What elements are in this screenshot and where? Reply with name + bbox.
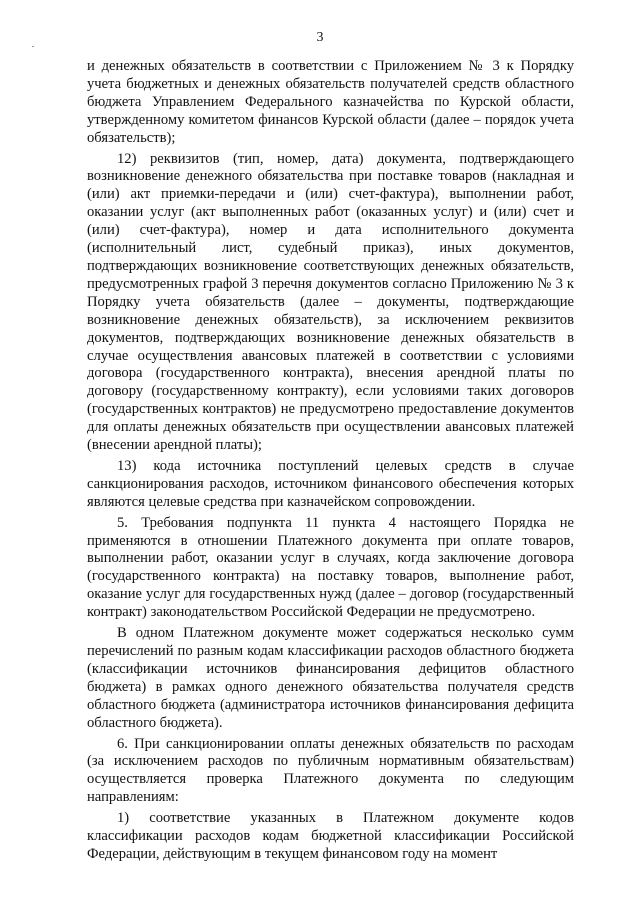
scan-mark [32,46,34,47]
paragraph-multiple-sums: В одном Платежном документе может содержаться несколько сумм перечислений по разным кодам классификации расходов областного бюджета (классификации источников финансирования дефицитов областного бюджета) в рамках одного денежного обязательства получателя средств областного бюджета (администратора источников финансирования дефицита областного бюджета). [87,625,574,731]
paragraph-item-1: 1) соответствие указанных в Платежном документе кодов классификации расходов кодам бюджетной классификации Российской Федерации, действующим в текущем финансовом году на момент [87,810,574,862]
paragraph-item-12: 12) реквизитов (тип, номер, дата) документа, подтверждающего возникновение денежного обязательства при поставке товаров (накладная и (или) акт приемки-передачи и (или) счет-фактура), выполнении работ, оказании услуг (акт выполненных работ (оказанных услуг) и (или) счет и (или) счет-фактура), номер и дата исполнительного документа (исполнительный лист, судебный приказ), иных документов, подтверждающих возникновение соответствующих денежных обязательств, предусмотренных графой 3 перечня документов согласно Приложению № 3 к Порядку учета обязательств (далее – документы, подтверждающие возникновение денежных обязательств), за исключением реквизитов документов, подтверждающих возникновение денежных обязательств в случае осуществления авансовых платежей в соответствии с условиями договора (государственного контракта), внесения арендной платы по договору (государственному контракту), если условиями таких договоров (государственных контрактов) не предусмотрено предоставление документов для оплаты денежных обязательств при осуществлении авансовых платежей (внесении арендной платы); [87,150,574,454]
paragraph-continuation: и денежных обязательств в соответствии с Приложением № 3 к Порядку учета бюджетных и денежных обязательств получателей средств областного бюджета Управлением Федерального казначейства по Курской области, утвержденному комитетом финансов Курской области (далее – порядок учета обязательств); [87,58,574,146]
page-number: 3 [316,30,324,45]
paragraph-clause-6: 6. При санкционировании оплаты денежных обязательств по расходам (за исключением расходов по публичным нормативным обязательствам) осуществляется проверка Платежного документа по следующим направлениям: [87,735,574,806]
document-body [87,58,574,864]
paragraph-item-13: 13) кода источника поступлений целевых средств в случае санкционирования расходов, источником финансового обеспечения которых являются целевые средства при казначейском сопровождении. [87,457,574,510]
paragraph-clause-5: 5. Требования подпункта 11 пункта 4 настоящего Порядка не применяются в отношении Платежного документа при оплате товаров, выполнении работ, оказании услуг в случаях, когда заключение договора (государственного контракта) на поставку товаров, выполнение работ, оказание услуг для государственных нужд (далее – договор (государственный контракт) законодательством Российской Федерации не предусмотрено. [87,514,574,621]
